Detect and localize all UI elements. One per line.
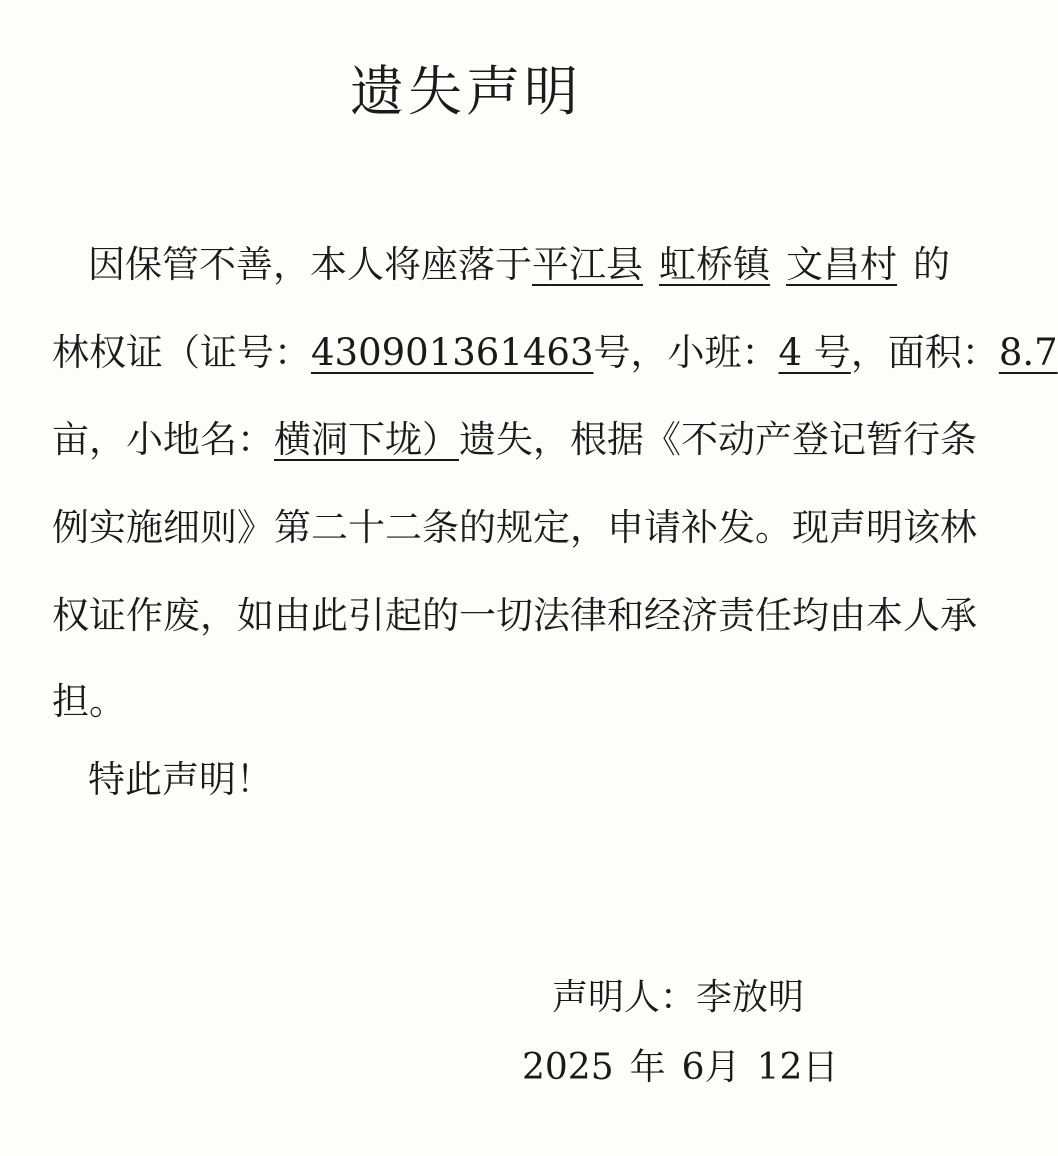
body-line-1 [88, 243, 950, 287]
body-text: ，面积： [850, 331, 999, 374]
body-text: 林权证（证号： [52, 331, 311, 374]
date-month: 6 [681, 1047, 705, 1088]
body-text: 因保管不善，本人将座落于 [88, 243, 532, 286]
body-line-3 [52, 418, 977, 462]
date-day-unit: 日 [802, 1047, 839, 1088]
body-text: 亩，小地名： [52, 418, 274, 461]
area-value: 8.7 [998, 331, 1058, 374]
place-name: 横洞下垅） [274, 418, 459, 461]
declarant-signature [552, 976, 804, 1020]
county-name: 平江县 [532, 243, 643, 286]
plot-number: 4 号 [778, 331, 851, 374]
closing-statement: 特此声明！ [88, 758, 273, 801]
body-text: 遗失，根据《不动产登记暂行条 [459, 418, 977, 461]
location-underlined [532, 243, 913, 286]
certificate-number: 430901361463 [311, 331, 594, 374]
date-day: 12 [756, 1047, 803, 1088]
date-year: 2025 [522, 1047, 614, 1088]
date-month-unit: 月 [704, 1047, 741, 1088]
declaration-date [522, 1046, 838, 1090]
body-line-2 [52, 331, 1058, 375]
declarant-name: 李放明 [696, 977, 805, 1018]
body-text: 号，小班： [593, 331, 779, 374]
town-name: 虹桥镇 [659, 243, 770, 286]
body-line-4: 例实施细则》第二十二条的规定，申请补发。现声明该林 [52, 506, 977, 549]
body-line-5: 权证作废，如由此引起的一切法律和经济责任均由本人承 [52, 594, 977, 637]
declarant-label: 声明人： [552, 977, 697, 1018]
village-name: 文昌村 [786, 243, 897, 286]
body-line-6: 担。 [52, 680, 126, 723]
body-text: 的 [913, 243, 950, 286]
document-title: 遗失声明 [350, 60, 582, 123]
date-year-unit: 年 [629, 1047, 666, 1088]
